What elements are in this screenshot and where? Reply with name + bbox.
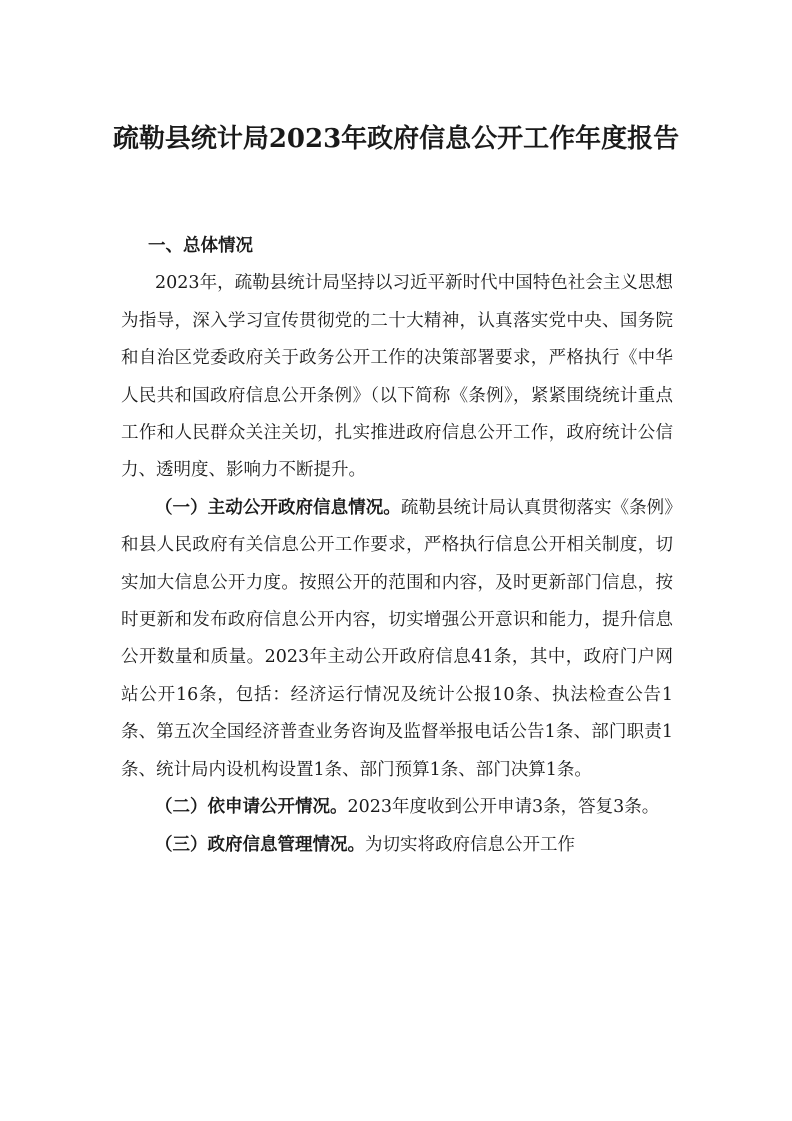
subsection-heading: （一）主动公开政府信息情况。	[155, 497, 401, 518]
subsection-text: 2023年度收到公开申请3条，答复3条。	[347, 797, 660, 818]
subsection-text: 为切实将政府信息公开工作	[365, 834, 575, 855]
subsection-heading: （二）依申请公开情况。	[155, 797, 348, 818]
intro-paragraph: 2023年，疏勒县统计局坚持以习近平新时代中国特色社会主义思想为指导，深入学习宣传贯彻党的二十大精神，认真落实党中央、国务院和自治区党委政府关于政务公开工作的决策部署要求，严格执行《中华人民共和国政府信息公开条例》（以下简称《条例》，紧紧围绕统计重点工作和人民群众关注关切，扎实推进政府信息公开工作，政府统计公信力、透明度、影响力不断提升。	[121, 273, 673, 481]
subsection-request-disclosure	[121, 789, 673, 826]
subsection-information-management	[121, 827, 673, 864]
section-heading-overview: 一、总体情况	[148, 236, 253, 256]
document-body	[121, 228, 673, 864]
subsection-heading: （三）政府信息管理情况。	[155, 834, 365, 855]
document-title: 疏勒县统计局2023年政府信息公开工作年度报告	[112, 124, 680, 154]
subsection-text: 疏勒县统计局认真贯彻落实《条例》和县人民政府有关信息公开工作要求，严格执行信息公开相关制度，切实加大信息公开力度。按照公开的范围和内容，及时更新部门信息，按时更新和发布政府信息公开内容，切实增强公开意识和能力，提升信息公开数量和质量。2023年主动公开政府信息41条，其中，政府门户网站公开16条，包括：经济运行情况及统计公报10条、执法检查公告1条、第五次全国经济普查业务咨询及监督举报电话公告1条、部门职责1条、统计局内设机构设置1条、部门预算1条、部门决算1条。	[121, 497, 673, 780]
subsection-proactive-disclosure	[121, 490, 673, 789]
